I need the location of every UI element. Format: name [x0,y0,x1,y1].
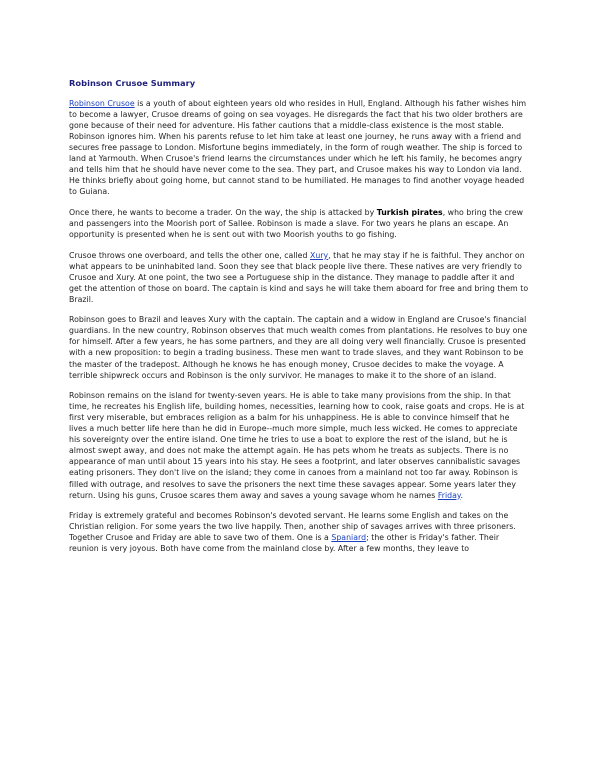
paragraph-1-text: is a youth of about eighteen years old who resides in Hull, England. Although his father wishes him to become a lawyer, Crusoe dreams of going on sea voyages. He disregards the fact that his two older brothers are gone because of their need for adventure. His father cautions that a middle-class existence is the most stable. Robinson ignores him. When his parents refuse to let him take at least one journey, he runs away with a friend and secures free passage to London. Misfortune begins immediately, in the form of rough weather. The ship is forced to land at Yarmouth. When Crusoe's friend learns the circumstances under which he left his family, he becomes angry and tells him that he should have never come to the sea. They part, and Crusoe makes his way to London via land. He thinks briefly about going home, but cannot stand to be humiliated. He manages to find another voyage headed to Guiana. [69,99,527,197]
paragraph-4 [69,314,529,380]
paragraph-2-text-after: , who bring the crew and passengers into the Moorish port of Sallee. Robinson is made a slave. For two years he plans an escape. An opportunity is presented when he is sent out with two Moorish youths to go fishing. [69,207,524,240]
paragraph-1 [69,98,529,197]
robinson-crusoe-link[interactable]: Robinson Crusoe [69,99,135,109]
paragraph-3-text-before: Crusoe throws one overboard, and tells the other one, called [69,250,310,260]
paragraph-6-text-after: ; the other is Friday's father. Their reunion is very joyous. Both have come from the mainland close by. After a few months, they leave to [69,533,500,554]
paragraph-6 [69,510,529,554]
paragraph-3 [69,250,529,305]
page-title: Robinson Crusoe Summary [69,78,196,88]
paragraph-6-text-before: Friday is extremely grateful and becomes Robinson's devoted servant. He learns some English and takes on the Christian religion. For some years the two live happily. Then, another ship of savages arrives with three prisoners. Together Crusoe and Friday are able to save two of them. One is a [69,511,516,543]
paragraph-2 [69,207,529,240]
document-page [69,78,529,564]
paragraph-2-text-before: Once there, he wants to become a trader. On the way, the ship is attacked by [69,207,377,217]
paragraph-4-text: Robinson goes to Brazil and leaves Xury with the captain. The captain and a widow in England are Crusoe's financial guardians. In the new country, Robinson observes that much wealth comes from plantations. He resolves to buy one for himself. After a few years, he has some partners, and they are all doing very well financially. Crusoe is presented with a new proposition: to begin a trading business. These men want to trade slaves, and they want Robinson to be the master of the tradepost. Although he knows he has enough money, Crusoe decides to make the voyage. A terrible shipwreck occurs and Robinson is the only survivor. He manages to make it to the shore of an island. [69,315,528,380]
paragraph-5 [69,390,529,500]
paragraph-5-text-after: . [460,490,463,500]
paragraph-3-text-after: , that he may stay if he is faithful. They anchor on what appears to be uninhabited land. Soon they see that black people live there. These natives are very friendly to Crusoe and Xury. At one point, the two see a Portuguese ship in the distance. They manage to paddle after it and get the attention of those on board. The captain is kind and says he will take them aboard for free and bring them to Brazil. [69,250,529,304]
turkish-pirates-bold: Turkish pirates [376,207,443,217]
spaniard-link[interactable]: Spaniard [331,533,367,543]
xury-link[interactable]: Xury [309,250,329,260]
friday-link[interactable]: Friday [437,490,461,500]
paragraph-5-text-before: Robinson remains on the island for twenty-seven years. He is able to take many provisions from the ship. In that time, he recreates his English life, building homes, necessities, learning how to cook, raise goats and crops. He is at first very miserable, but embraces religion as a balm for his unhappiness. He is able to convince himself that he lives a much better life here than he did in Europe--much more simple, much less wicked. He comes to appreciate his sovereignty over the entire island. One time he tries to use a boat to explore the rest of the island, but he is almost swept away, and does not make the attempt again. He has pets whom he treats as subjects. There is no appearance of man until about 15 years into his stay. He sees a footprint, and later observes cannibalistic savages eating prisoners. They don't live on the island; they come in canoes from a mainland not too far away. Robinson is filled with outrage, and resolves to save the prisoners the next time these savages appear. Some years later they return. Using his guns, Crusoe scares them away and saves a young savage whom he names [69,391,525,500]
